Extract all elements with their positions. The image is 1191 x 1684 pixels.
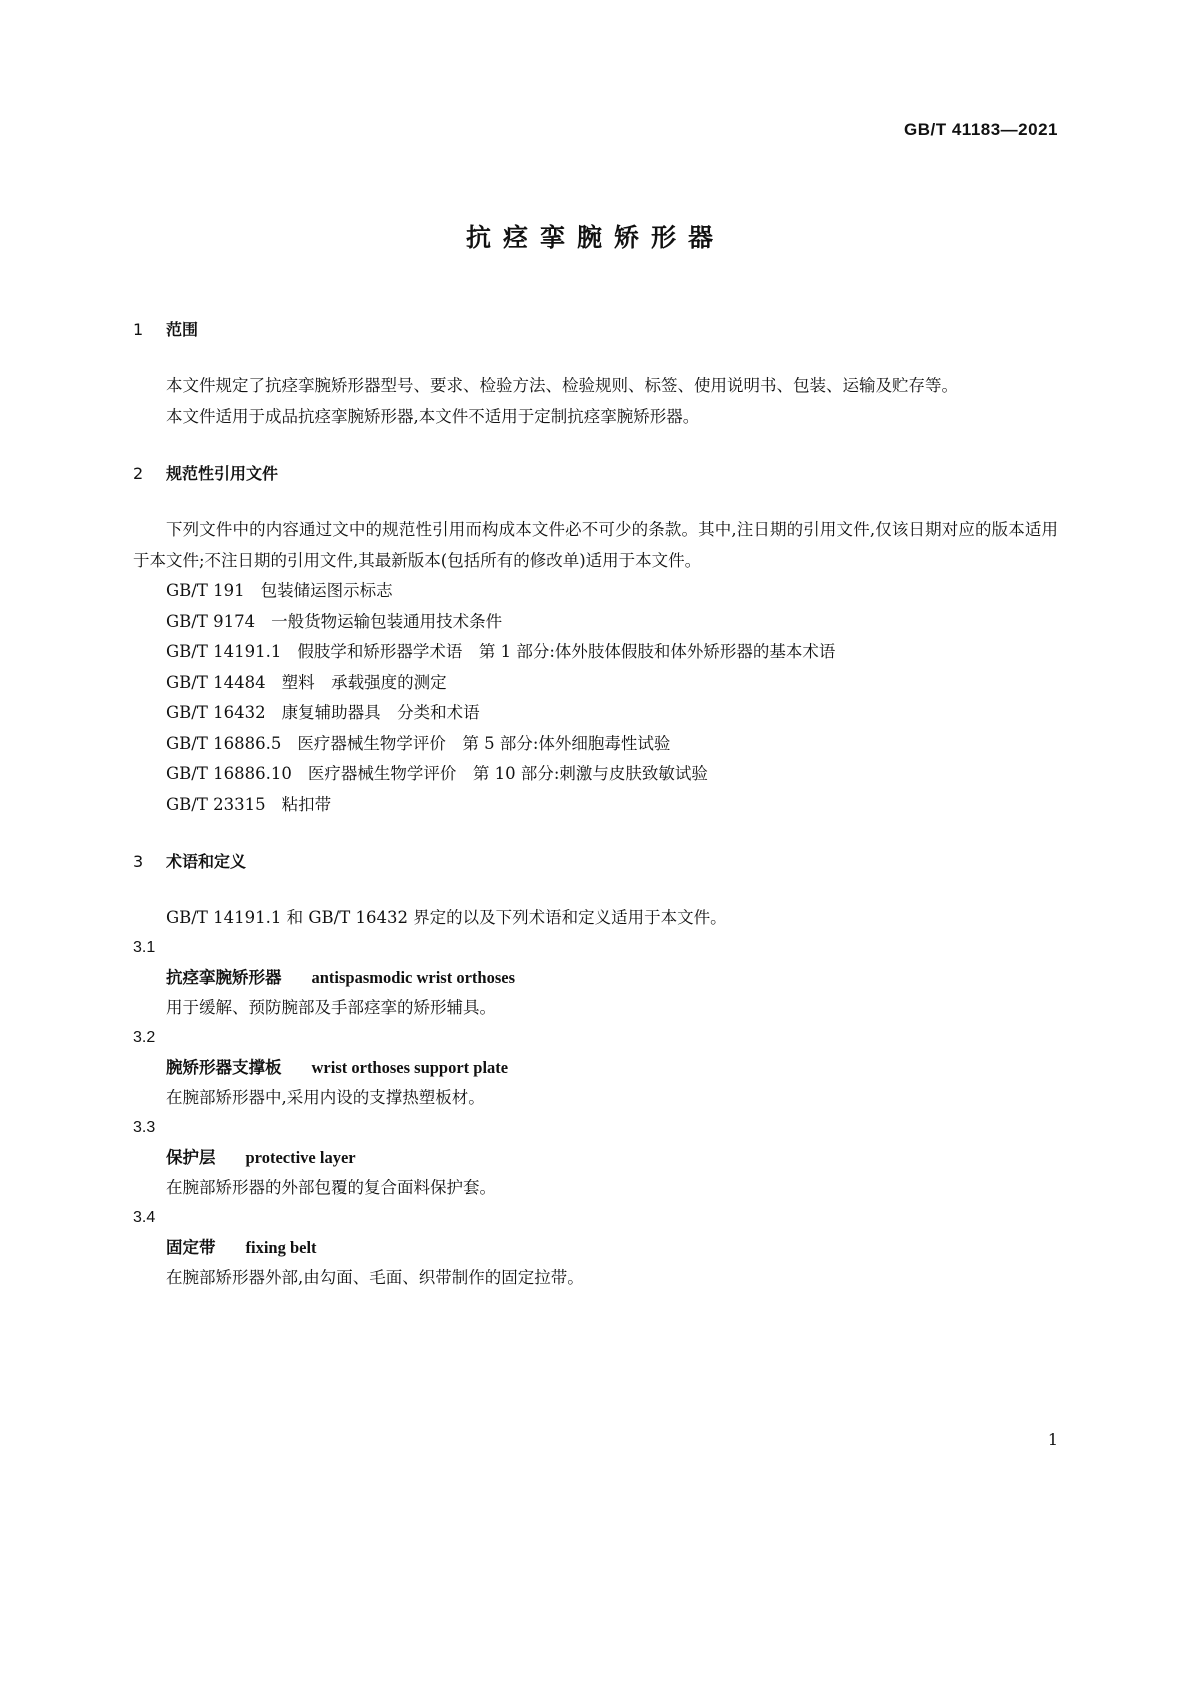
term-entry: [133, 1023, 1058, 1113]
term-number: 3.3: [133, 1119, 156, 1136]
reference-item: [133, 637, 1058, 668]
standard-number: GB/T 41183—2021: [904, 120, 1058, 139]
term-entry: [133, 1113, 1058, 1203]
reference-code: GB/T 16886.5: [166, 733, 282, 753]
term-name: [133, 1143, 1058, 1173]
term-definition: 在腕部矫形器外部,由勾面、毛面、织带制作的固定拉带。: [166, 1268, 584, 1287]
term-name-en: antispasmodic wrist orthoses: [311, 968, 516, 987]
reference-code: GB/T 14484: [166, 672, 266, 692]
reference-code: GB/T 16886.10: [166, 764, 292, 783]
reference-title: 康复辅助器具 分类和术语: [281, 703, 480, 722]
term-name: [133, 1233, 1058, 1263]
section-heading-references: [133, 462, 1058, 486]
reference-code: GB/T 23315: [166, 794, 266, 814]
term-name-en: fixing belt: [245, 1238, 317, 1257]
section-heading-scope: [133, 318, 1058, 342]
scope-paragraph: 本文件规定了抗痉挛腕矫形器型号、要求、检验方法、检验规则、标签、使用说明书、包装、运输及贮存等。: [166, 376, 958, 395]
reference-title: 一般货物运输包装通用技术条件: [271, 611, 503, 631]
term-name-zh: 抗痉挛腕矫形器: [166, 968, 282, 987]
section-heading-terms: [133, 850, 1058, 874]
term-number: 3.4: [133, 1209, 156, 1226]
reference-item: [133, 698, 1058, 729]
reference-title: 医疗器械生物学评价 第 10 部分:刺激与皮肤致敏试验: [307, 764, 708, 783]
section-number: 1: [133, 320, 144, 339]
reference-title: 假肢学和矫形器学术语 第 1 部分:体外肢体假肢和体外矫形器的基本术语: [297, 642, 836, 661]
reference-code: GB/T 9174: [166, 611, 256, 631]
reference-code: GB/T 191: [166, 581, 245, 600]
reference-title: 粘扣带: [281, 794, 332, 814]
reference-title: 塑料 承载强度的测定: [281, 672, 447, 692]
reference-title: 包装储运图示标志: [260, 581, 393, 600]
reference-item: [133, 668, 1058, 699]
document-body: [133, 318, 1058, 1293]
reference-item: [133, 790, 1058, 821]
reference-title: 医疗器械生物学评价 第 5 部分:体外细胞毒性试验: [297, 733, 671, 753]
page-number: 1: [1047, 1430, 1058, 1449]
term-name-en: wrist orthoses support plate: [311, 1058, 509, 1077]
term-name-zh: 腕矫形器支撑板: [166, 1058, 282, 1077]
terms-intro: GB/T 14191.1 和 GB/T 16432 界定的以及下列术语和定义适用于本文件。: [166, 908, 727, 927]
term-name: [133, 963, 1058, 993]
scope-paragraph: 本文件适用于成品抗痉挛腕矫形器,本文件不适用于定制抗痉挛腕矫形器。: [166, 407, 700, 426]
term-number: 3.1: [133, 939, 156, 956]
section-number: 3: [133, 852, 144, 871]
term-number: 3.2: [133, 1029, 156, 1046]
section-number: 2: [133, 464, 144, 483]
term-name: [133, 1053, 1058, 1083]
reference-item: [133, 576, 1058, 607]
reference-item: [133, 607, 1058, 638]
term-definition: 在腕部矫形器中,采用内设的支撑热塑板材。: [166, 1088, 485, 1107]
term-definition: 在腕部矫形器的外部包覆的复合面料保护套。: [166, 1178, 496, 1197]
references-intro: 下列文件中的内容通过文中的规范性引用而构成本文件必不可少的条款。其中,注日期的引用文件,仅该日期对应的版本适用于本文件;不注日期的引用文件,其最新版本(包括所有的修改单)适用于本文件。: [133, 520, 1058, 570]
term-name-en: protective layer: [245, 1148, 356, 1167]
term-definition: 用于缓解、预防腕部及手部痉挛的矫形辅具。: [166, 998, 496, 1017]
reference-code: GB/T 16432: [166, 703, 266, 722]
term-name-zh: 固定带: [166, 1238, 216, 1257]
term-entry: [133, 933, 1058, 1023]
section-title: 规范性引用文件: [166, 464, 279, 483]
section-title: 术语和定义: [166, 852, 247, 871]
section-title: 范围: [166, 320, 199, 339]
reference-code: GB/T 14191.1: [166, 642, 282, 661]
document-title: 抗痉挛腕矫形器: [465, 223, 725, 252]
reference-item: [133, 729, 1058, 760]
term-entry: [133, 1203, 1058, 1293]
reference-item: [133, 759, 1058, 790]
term-name-zh: 保护层: [166, 1148, 216, 1167]
